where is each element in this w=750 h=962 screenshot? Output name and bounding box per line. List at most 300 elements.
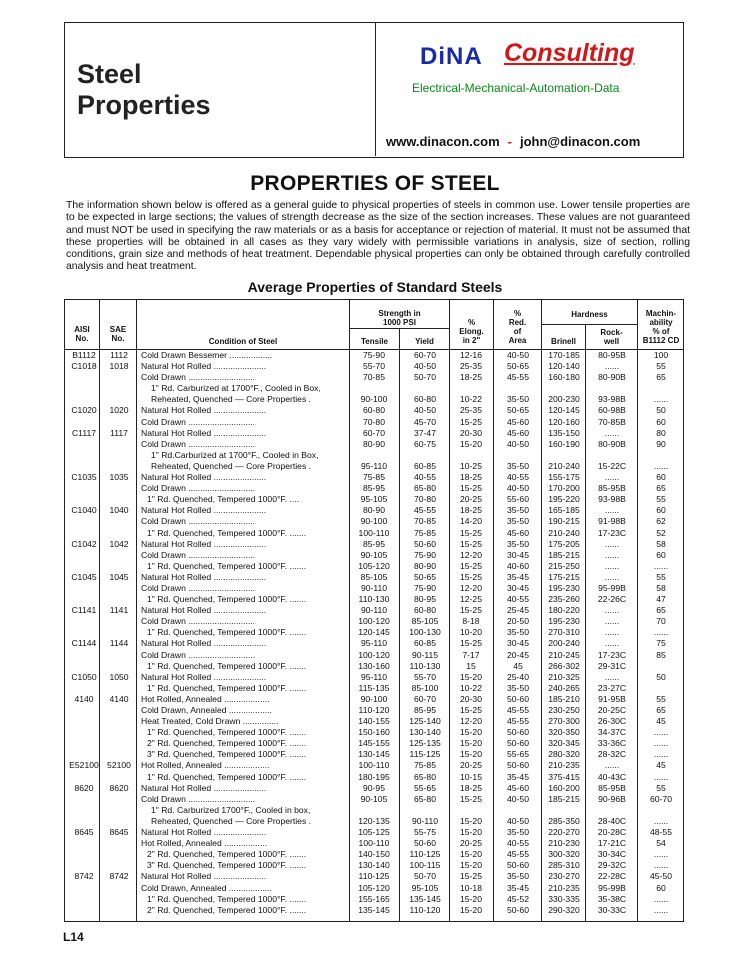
cell-sae: 1018 xyxy=(109,361,129,372)
table-row xyxy=(65,716,685,727)
cell-tensile: 100-110 xyxy=(358,760,390,771)
cell-tensile: 150-160 xyxy=(358,727,390,738)
cell-brinell: 170-185 xyxy=(548,350,580,360)
col-header-aisi: AISI No. xyxy=(74,325,90,343)
cell-reduction: 25-40 xyxy=(507,671,529,682)
cell-condition: 1" Rd. Carburized at 1700°F., Cooled in Box, xyxy=(151,383,321,394)
table-row xyxy=(65,794,685,805)
cell-elongation: 20-25 xyxy=(460,838,482,849)
cell-condition: 1" Rd. Quenched, Tempered 1000°F. ....... xyxy=(147,682,307,693)
cell-tensile: 90-100 xyxy=(360,693,388,704)
table-body xyxy=(65,350,685,916)
cell-elongation: 25-35 xyxy=(460,361,482,372)
cell-reduction: 40-60 xyxy=(507,560,529,571)
cell-condition: Natural Hot Rolled ...................... xyxy=(141,571,267,582)
cell-machinability: 50 xyxy=(656,405,666,416)
cell-rockwell: ...... xyxy=(604,472,620,483)
cell-aisi: 8645 xyxy=(74,827,94,838)
brand-consulting: Consulting xyxy=(504,39,635,67)
cell-brinell: 160-180 xyxy=(548,372,580,383)
col-header-reduction: % Red. of Area xyxy=(508,309,527,345)
col-header-hardness: Hardness xyxy=(571,310,608,319)
cell-machinability: ...... xyxy=(653,560,669,571)
table-row xyxy=(65,883,685,894)
cell-reduction: 40-55 xyxy=(507,594,529,605)
col-header-sae: SAE No. xyxy=(109,325,127,343)
cell-condition: Cold Drawn ............................ xyxy=(141,516,256,527)
cell-elongation: 15-25 xyxy=(460,560,482,571)
cell-yield: 50-70 xyxy=(414,372,436,383)
cell-reduction: 50-65 xyxy=(507,361,529,372)
cell-machinability: 54 xyxy=(656,838,666,849)
cell-sae: 1117 xyxy=(110,427,128,438)
table-row xyxy=(65,749,685,760)
cell-tensile: 90-105 xyxy=(360,793,388,804)
cell-condition: 1" Rd. Quenched, Tempered 1000°F. ....... xyxy=(147,727,307,738)
table-row xyxy=(65,439,685,450)
cell-tensile: 140-150 xyxy=(358,849,390,860)
cell-condition: 1" Rd. Quenched, Tempered 1000°F. ....... xyxy=(147,560,307,571)
cell-tensile: 95-110 xyxy=(360,671,388,682)
table-row xyxy=(65,528,685,539)
cell-reduction: 35-50 xyxy=(507,516,529,527)
cell-sae: 8620 xyxy=(109,782,129,793)
cell-elongation: 20-30 xyxy=(460,693,482,704)
cell-rockwell: 70-85B xyxy=(598,416,626,427)
table-row xyxy=(65,816,685,827)
col-header-rockwell: Rock- well xyxy=(600,328,623,346)
cell-yield: 37-47 xyxy=(414,427,436,438)
cell-brinell: 290-320 xyxy=(548,904,580,915)
cell-yield: 110-120 xyxy=(409,904,441,915)
cell-rockwell: 91-98B xyxy=(598,516,626,527)
cell-tensile: 90-105 xyxy=(360,549,388,560)
cell-yield: 50-70 xyxy=(414,871,436,882)
cell-sae: 52100 xyxy=(107,760,131,771)
cell-reduction: 35-50 xyxy=(507,827,529,838)
cell-elongation: 10-22 xyxy=(460,394,482,405)
header-box xyxy=(64,22,684,158)
cell-tensile: 120-135 xyxy=(358,815,390,826)
cell-elongation: 25-35 xyxy=(460,405,482,416)
cell-reduction: 45-55 xyxy=(507,849,529,860)
cell-sae: 1112 xyxy=(110,350,128,360)
cell-brinell: 330-335 xyxy=(548,893,580,904)
cell-elongation: 12-20 xyxy=(460,582,482,593)
cell-rockwell: 35-38C xyxy=(597,893,627,904)
table-row xyxy=(65,827,685,838)
website-link[interactable]: www.dinacon.com xyxy=(386,134,500,149)
cell-reduction: 45-55 xyxy=(507,372,529,383)
cell-brinell: 320-350 xyxy=(548,727,580,738)
cell-tensile: 60-80 xyxy=(363,405,385,416)
cell-elongation: 8-18 xyxy=(462,616,480,627)
cell-rockwell: ...... xyxy=(604,627,620,638)
cell-rockwell: 34-37C xyxy=(597,727,627,738)
cell-yield: 110-125 xyxy=(409,849,441,860)
cell-brinell: 375-415 xyxy=(548,771,580,782)
cell-yield: 80-90 xyxy=(414,560,436,571)
cell-condition: 2" Rd. Quenched, Tempered 1000°F. ....... xyxy=(147,738,307,749)
cell-brinell: 195-220 xyxy=(548,494,580,505)
cell-elongation: 15-20 xyxy=(460,738,482,749)
cell-machinability: 90 xyxy=(656,438,666,449)
cell-yield: 45-55 xyxy=(414,505,436,516)
cell-rockwell: ...... xyxy=(604,571,620,582)
cell-tensile: 100-120 xyxy=(358,649,390,660)
cell-brinell: 266-302 xyxy=(548,660,580,671)
cell-yield: 85-95 xyxy=(414,705,436,715)
cell-yield: 75-85 xyxy=(414,527,436,538)
cell-condition: Natural Hot Rolled ...................... xyxy=(141,871,267,882)
table-row xyxy=(65,772,685,783)
cell-elongation: 15-25 xyxy=(460,527,482,538)
cell-aisi: C1018 xyxy=(71,361,97,372)
cell-machinability: 50 xyxy=(656,671,666,682)
cell-tensile: 155-165 xyxy=(358,893,390,904)
cell-machinability: 45 xyxy=(656,716,666,727)
cell-brinell: 190-215 xyxy=(548,516,580,527)
brand-dina: DiNA xyxy=(420,43,483,70)
cell-brinell: 180-220 xyxy=(548,605,580,616)
cell-rockwell: 20-25C xyxy=(597,705,627,715)
cell-sae: 1045 xyxy=(109,571,129,582)
cell-yield: 75-90 xyxy=(414,582,436,593)
cell-reduction: 50-60 xyxy=(507,904,529,915)
col-header-elongation: % Elong. in 2" xyxy=(459,318,484,345)
cell-reduction: 35-45 xyxy=(507,771,529,782)
cell-yield: 70-80 xyxy=(414,494,436,505)
cell-rockwell: 28-40C xyxy=(597,815,627,826)
cell-tensile: 100-110 xyxy=(358,527,390,538)
cell-rockwell: 23-27C xyxy=(597,682,627,693)
cell-tensile: 80-90 xyxy=(363,438,385,449)
cell-brinell: 210-245 xyxy=(548,649,580,660)
cell-yield: 60-80 xyxy=(414,394,436,405)
cell-machinability: 45 xyxy=(656,760,666,771)
cell-rockwell: 17-23C xyxy=(597,527,627,538)
table-row xyxy=(65,516,685,527)
table-row xyxy=(65,738,685,749)
cell-tensile: 105-120 xyxy=(358,882,390,893)
cell-elongation: 15 xyxy=(466,660,476,671)
cell-rockwell: 30-34C xyxy=(597,849,627,860)
cell-condition: Cold Drawn ............................ xyxy=(141,649,256,660)
cell-machinability: ...... xyxy=(653,893,669,904)
table-row xyxy=(65,417,685,428)
cell-elongation: 10-20 xyxy=(460,627,482,638)
cell-condition: Cold Drawn ............................ xyxy=(141,483,256,494)
cell-yield: 75-85 xyxy=(414,760,436,771)
cell-condition: 3" Rd. Quenched, Tempered 1000°F. ....... xyxy=(147,860,307,871)
table-row xyxy=(65,638,685,649)
cell-condition: 2" Rd. Quenched, Tempered 1000°F. ....... xyxy=(147,904,307,915)
cell-tensile: 75-90 xyxy=(363,350,385,360)
cell-rockwell: 33-36C xyxy=(597,738,627,749)
cell-yield: 55-70 xyxy=(414,671,436,682)
cell-yield: 80-95 xyxy=(414,594,436,605)
cell-elongation: 15-25 xyxy=(460,483,482,494)
cell-rockwell: ...... xyxy=(604,549,620,560)
cell-reduction: 40-50 xyxy=(507,793,529,804)
cell-machinability: ...... xyxy=(653,727,669,738)
table-row xyxy=(65,505,685,516)
cell-brinell: 120-145 xyxy=(548,405,580,416)
cell-brinell: 185-215 xyxy=(548,793,580,804)
cell-brinell: 280-320 xyxy=(548,749,580,760)
cell-machinability: 75 xyxy=(656,638,666,649)
cell-condition: Hot Rolled, Annealed .................. xyxy=(141,838,268,849)
table-row xyxy=(65,383,685,394)
cell-reduction: 55-65 xyxy=(507,749,529,760)
cell-machinability: 60 xyxy=(656,416,666,427)
col-header-tensile: Tensile xyxy=(361,337,388,346)
cell-brinell: 300-320 xyxy=(548,849,580,860)
cell-elongation: 15-20 xyxy=(460,815,482,826)
cell-yield: 115-125 xyxy=(409,749,441,760)
cell-rockwell: ...... xyxy=(604,671,620,682)
intro-paragraph: The information shown below is offered as a general guide to physical properties of steels in common use. Lower tensile properties are to be expected in large sections; the values of strength decrease as the size of the section increases. These values are not guaranteed and must NOT be used in specifying the raw materials or as a basis for acceptance or rejection of material. It must not be assumed that these properties will be obtained in all cases as they vary widely with permissible variations in analysis, size of section, rolling conditions, grain size and methods of heat treatment. Dependable physical properties can only be obtained through carefully controlled analysis and heat treatment. xyxy=(66,200,690,273)
cell-tensile: 90-110 xyxy=(360,605,388,616)
table-row xyxy=(65,694,685,705)
cell-reduction: 45-60 xyxy=(507,416,529,427)
cell-rockwell: 95-99B xyxy=(598,582,626,593)
cell-condition: Hot Rolled, Annealed ................... xyxy=(141,760,270,771)
table-row xyxy=(65,727,685,738)
cell-condition: Natural Hot Rolled ...................... xyxy=(141,472,267,483)
table-row xyxy=(65,394,685,405)
cell-brinell: 285-350 xyxy=(548,815,580,826)
cell-reduction: 25-45 xyxy=(507,605,529,616)
cell-reduction: 35-50 xyxy=(507,871,529,882)
table-row xyxy=(65,705,685,716)
cell-machinability: ...... xyxy=(653,771,669,782)
cell-machinability: ...... xyxy=(653,627,669,638)
cell-machinability: 80 xyxy=(656,427,666,438)
cell-sae: 1035 xyxy=(109,472,129,483)
table-row xyxy=(65,583,685,594)
cell-machinability: 60 xyxy=(656,505,666,516)
cell-brinell: 175-215 xyxy=(548,571,580,582)
cell-rockwell: 95-99B xyxy=(598,882,626,893)
cell-elongation: 15-20 xyxy=(460,749,482,760)
cell-brinell: 135-150 xyxy=(548,427,580,438)
cell-rockwell: 28-32C xyxy=(597,749,627,760)
cell-machinability: 65 xyxy=(656,705,666,715)
cell-condition: Natural Hot Rolled ...................... xyxy=(141,827,267,838)
cell-yield: 100-130 xyxy=(409,627,441,638)
cell-condition: Cold Drawn ............................ xyxy=(141,438,256,449)
table-row xyxy=(65,472,685,483)
cell-rockwell: ...... xyxy=(604,638,620,649)
cell-rockwell: ...... xyxy=(604,361,620,372)
cell-condition: Reheated, Quenched — Core Properties . xyxy=(151,460,312,471)
cell-brinell: 200-240 xyxy=(548,638,580,649)
cell-rockwell: ...... xyxy=(604,605,620,616)
header-rule xyxy=(541,324,637,325)
cell-brinell: 120-160 xyxy=(548,416,580,427)
cell-sae: 1040 xyxy=(109,505,129,516)
cell-tensile: 130-145 xyxy=(358,749,390,760)
cell-elongation: 20-30 xyxy=(460,427,482,438)
cell-aisi: B1112 xyxy=(72,350,96,360)
cell-elongation: 10-18 xyxy=(460,882,482,893)
table-row xyxy=(65,539,685,550)
cell-reduction: 50-60 xyxy=(507,727,529,738)
cell-condition: 1" Rd.Carburized at 1700°F., Cooled in Box, xyxy=(151,449,319,460)
cell-rockwell: 29-31C xyxy=(597,660,627,671)
cell-condition: 2" Rd. Quenched, Tempered 1000°F. ....... xyxy=(147,849,307,860)
cell-condition: Natural Hot Rolled ...................... xyxy=(141,505,267,516)
cell-reduction: 45-55 xyxy=(507,705,529,715)
cell-elongation: 12-20 xyxy=(460,716,482,727)
cell-machinability: 58 xyxy=(656,538,666,549)
cell-machinability: 47 xyxy=(656,594,666,605)
cell-condition: Natural Hot Rolled ...................... xyxy=(141,427,267,438)
cell-reduction: 35-50 xyxy=(507,505,529,516)
cell-machinability: 60 xyxy=(656,882,666,893)
email-link[interactable]: john@dinacon.com xyxy=(520,134,641,149)
cell-rockwell: 17-23C xyxy=(597,649,627,660)
brand-subtitle: Electrical-Mechanical-Automation-Data xyxy=(412,81,620,95)
cell-machinability: ...... xyxy=(653,460,669,471)
cell-yield: 70-85 xyxy=(414,516,436,527)
cell-elongation: 18-25 xyxy=(460,782,482,793)
table-row xyxy=(65,805,685,816)
cell-condition: Natural Hot Rolled ...................... xyxy=(141,538,267,549)
cell-rockwell: ...... xyxy=(604,560,620,571)
cell-condition: 1" Rd. Quenched, Tempered 1000°F. ....... xyxy=(147,594,307,605)
cell-yield: 60-80 xyxy=(414,605,436,616)
cell-machinability: 60 xyxy=(656,472,666,483)
cell-tensile: 80-90 xyxy=(363,505,385,516)
cell-reduction: 50-60 xyxy=(507,738,529,749)
table-row xyxy=(65,572,685,583)
cell-reduction: 50-65 xyxy=(507,405,529,416)
cell-condition: Heat Treated, Cold Drawn ............... xyxy=(141,716,279,727)
cell-condition: Reheated, Quenched — Core Properties . xyxy=(151,394,312,405)
cell-yield: 95-105 xyxy=(411,882,439,893)
cell-brinell: 320-345 xyxy=(548,738,580,749)
cell-yield: 110-130 xyxy=(409,660,441,671)
cell-sae: 4140 xyxy=(109,693,129,704)
cell-tensile: 140-155 xyxy=(358,716,390,727)
cell-tensile: 95-110 xyxy=(360,638,388,649)
cell-tensile: 85-105 xyxy=(360,571,388,582)
col-header-yield: Yield xyxy=(415,337,434,346)
cell-yield: 100-115 xyxy=(409,860,441,871)
cell-brinell: 210-235 xyxy=(548,882,580,893)
cell-brinell: 210-240 xyxy=(548,527,580,538)
table-row xyxy=(65,661,685,672)
cell-condition: Natural Hot Rolled ...................... xyxy=(141,605,267,616)
table-row xyxy=(65,361,685,372)
cell-sae: 8645 xyxy=(109,827,129,838)
cell-aisi: C1144 xyxy=(71,638,97,649)
col-header-brinell: Brinell xyxy=(551,337,576,346)
cell-condition: Hot Rolled, Annealed ................... xyxy=(141,693,270,704)
cell-aisi: E52100 xyxy=(69,760,99,771)
cell-elongation: 14-20 xyxy=(460,516,482,527)
cell-tensile: 100-110 xyxy=(358,838,390,849)
cell-condition: Natural Hot Rolled ...................... xyxy=(141,671,267,682)
cell-rockwell: 22-28C xyxy=(597,871,627,882)
table-row xyxy=(65,483,685,494)
cell-elongation: 15-25 xyxy=(460,705,482,715)
table-row xyxy=(65,860,685,871)
cell-rockwell: ...... xyxy=(604,427,620,438)
cell-tensile: 75-85 xyxy=(363,472,385,483)
cell-condition: Cold Drawn, Annealed .................. xyxy=(141,882,272,893)
cell-yield: 85-100 xyxy=(411,682,439,693)
table-row xyxy=(65,838,685,849)
header-title-line1: Steel xyxy=(77,59,142,89)
cell-machinability: ...... xyxy=(653,815,669,826)
cell-aisi: C1045 xyxy=(71,571,97,582)
cell-machinability: 55 xyxy=(656,361,666,372)
table-row xyxy=(65,616,685,627)
table-row xyxy=(65,672,685,683)
cell-elongation: 15-20 xyxy=(460,727,482,738)
cell-brinell: 185-210 xyxy=(548,693,580,704)
cell-elongation: 7-17 xyxy=(462,649,480,660)
cell-elongation: 15-20 xyxy=(460,860,482,871)
cell-tensile: 130-140 xyxy=(358,860,390,871)
cell-sae: 1020 xyxy=(109,405,129,416)
cell-yield: 60-75 xyxy=(414,438,436,449)
cell-brinell: 210-235 xyxy=(548,760,580,771)
properties-table xyxy=(64,299,684,922)
cell-tensile: 105-120 xyxy=(358,560,390,571)
cell-rockwell: 26-30C xyxy=(597,716,627,727)
cell-elongation: 18-25 xyxy=(460,505,482,516)
cell-machinability: ...... xyxy=(653,749,669,760)
cell-brinell: 230-270 xyxy=(548,871,580,882)
cell-rockwell: ...... xyxy=(604,538,620,549)
cell-brinell: 270-300 xyxy=(548,716,580,727)
cell-aisi: C1050 xyxy=(71,671,97,682)
contact-separator: - xyxy=(507,134,512,149)
cell-elongation: 15-20 xyxy=(460,671,482,682)
table-row xyxy=(65,627,685,638)
cell-machinability: ...... xyxy=(653,849,669,860)
cell-tensile: 60-70 xyxy=(363,427,385,438)
cell-elongation: 12-25 xyxy=(460,594,482,605)
table-row xyxy=(65,405,685,416)
table-row xyxy=(65,594,685,605)
cell-reduction: 20-50 xyxy=(507,616,529,627)
cell-reduction: 45-60 xyxy=(507,427,529,438)
cell-elongation: 15-25 xyxy=(460,793,482,804)
cell-yield: 135-145 xyxy=(409,893,441,904)
cell-yield: 40-55 xyxy=(414,472,436,483)
cell-condition: 1" Rd. Quenched, Tempered 1000°F. ....... xyxy=(147,527,307,538)
cell-reduction: 45-60 xyxy=(507,782,529,793)
cell-machinability: 52 xyxy=(656,527,666,538)
cell-brinell: 165-185 xyxy=(548,505,580,516)
cell-yield: 40-50 xyxy=(414,361,436,372)
cell-tensile: 145-155 xyxy=(358,738,390,749)
cell-brinell: 160-200 xyxy=(548,782,580,793)
cell-yield: 60-85 xyxy=(414,460,436,471)
cell-machinability: 45-50 xyxy=(650,871,672,882)
cell-condition: Natural Hot Rolled ...................... xyxy=(141,638,267,649)
cell-yield: 60-85 xyxy=(414,638,436,649)
cell-elongation: 15-20 xyxy=(460,849,482,860)
col-header-condition: Condition of Steel xyxy=(208,337,278,346)
cell-condition: Cold Drawn ............................ xyxy=(141,372,256,383)
cell-machinability: 70 xyxy=(656,616,666,627)
